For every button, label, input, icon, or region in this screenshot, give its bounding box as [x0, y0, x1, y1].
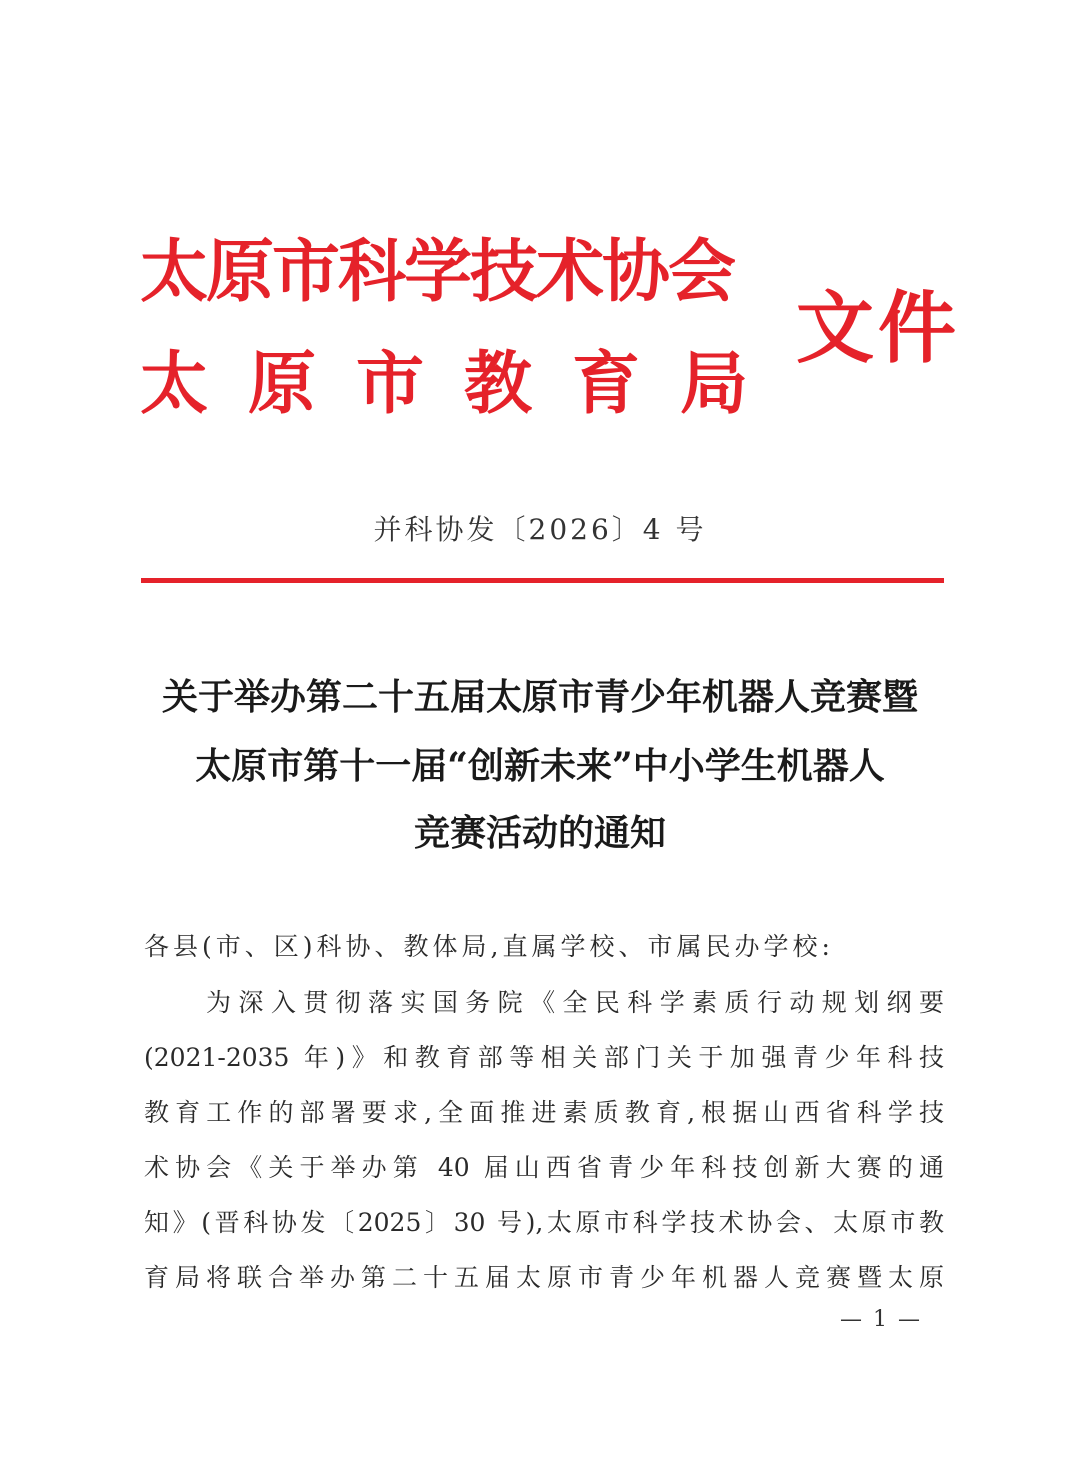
- red-separator-line: [141, 578, 944, 583]
- issuer-name-science-association: 太原市科学技术协会: [140, 232, 735, 312]
- document-number: 并科协发〔2026〕4 号: [373, 513, 707, 546]
- body-text-line: 为深入贯彻落实国务院《全民科学素质行动规划纲要: [206, 988, 944, 1017]
- body-text-line: 教育工作的部署要求,全面推进素质教育,根据山西省科学技: [144, 1098, 944, 1127]
- body-text-line: 育局将联合举办第二十五届太原市青少年机器人竞赛暨太原: [144, 1263, 944, 1292]
- body-text-line: 知》(晋科协发〔2025〕30 号),太原市科学技术协会、太原市教: [144, 1208, 944, 1237]
- document-type-label: 文件: [796, 283, 961, 374]
- document-title-line-3: 竞赛活动的通知: [413, 812, 666, 854]
- body-text-line: (2021-2035 年)》和教育部等相关部门关于加强青少年科技: [144, 1043, 944, 1072]
- document-title-line-2: 太原市第十一届“创新未来”中小学生机器人: [195, 745, 885, 787]
- body-text-line: 术协会《关于举办第 40 届山西省青少年科技创新大赛的通: [144, 1153, 944, 1182]
- issuer-name-education-bureau: 太原市教育局: [140, 344, 789, 424]
- page-number: — 1 —: [840, 1307, 922, 1332]
- document-title-line-1: 关于举办第二十五届太原市青少年机器人竞赛暨: [161, 676, 918, 718]
- salutation: 各县(市、区)科协、教体局,直属学校、市属民办学校:: [144, 932, 834, 961]
